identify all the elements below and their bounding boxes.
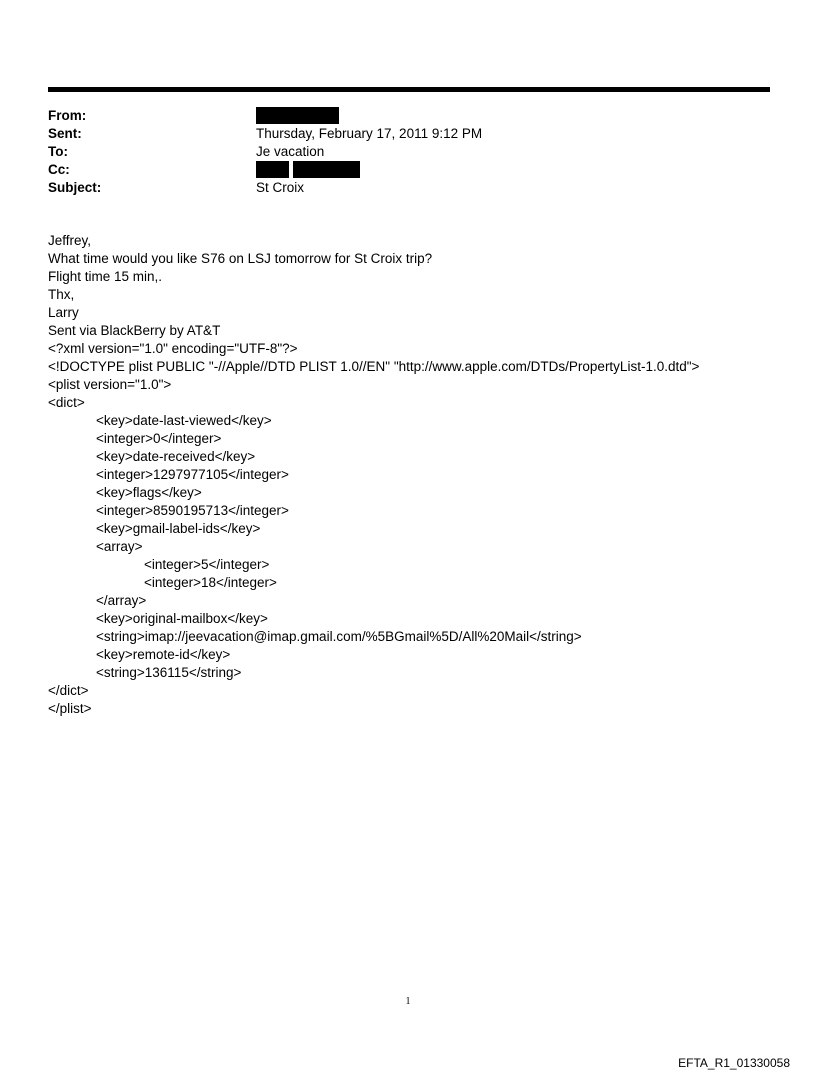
sent-label: Sent:: [48, 126, 82, 141]
plist-line: </dict>: [48, 683, 89, 698]
plist-line: <integer>5</integer>: [144, 557, 270, 572]
plist-line: <key>flags</key>: [96, 485, 202, 500]
cc-label: Cc:: [48, 162, 70, 177]
from-label: From:: [48, 108, 87, 123]
from-value: [256, 107, 339, 125]
body-line: Jeffrey,: [48, 233, 92, 248]
body-line: What time would you like S76 on LSJ tomorrow for St Croix trip?: [48, 251, 433, 266]
plist-line: <string>136115</string>: [96, 665, 242, 680]
plist-line: </plist>: [48, 701, 92, 716]
plist-line: <array>: [96, 539, 143, 554]
page-number: 1: [405, 996, 411, 1007]
plist-line: <key>remote-id</key>: [96, 647, 231, 662]
redaction-box: [293, 161, 360, 178]
plist-line: <dict>: [48, 395, 85, 410]
plist-line: <plist version="1.0">: [48, 377, 172, 392]
body-line: Thx,: [48, 287, 75, 302]
plist-line: <!DOCTYPE plist PUBLIC "-//Apple//DTD PLIST 1.0//EN" "http://www.apple.com/DTDs/PropertyList-1.0.dtd">: [48, 359, 700, 374]
to-row: [48, 143, 748, 161]
cc-row: [48, 161, 748, 179]
email-header: [48, 107, 748, 197]
plist-line: <integer>18</integer>: [144, 575, 277, 590]
plist-block: [48, 340, 788, 718]
body-line: Sent via BlackBerry by AT&T: [48, 323, 221, 338]
to-value: Je vacation: [256, 144, 325, 159]
plist-line: <key>original-mailbox</key>: [96, 611, 268, 626]
plist-line: <key>date-last-viewed</key>: [96, 413, 272, 428]
body-line: Flight time 15 min,.: [48, 269, 163, 284]
plist-line: </array>: [96, 593, 147, 608]
sent-value: Thursday, February 17, 2011 9:12 PM: [256, 126, 483, 141]
to-label: To:: [48, 144, 68, 159]
from-row: [48, 107, 748, 125]
subject-label: Subject:: [48, 180, 102, 195]
document-id: EFTA_R1_01330058: [678, 1056, 790, 1070]
plist-line: <key>gmail-label-ids</key>: [96, 521, 261, 536]
redaction-box: [256, 161, 289, 178]
subject-row: [48, 179, 748, 197]
subject-value: St Croix: [256, 180, 305, 195]
plist-line: <string>imap://jeevacation@imap.gmail.com/%5BGmail%5D/All%20Mail</string>: [96, 629, 582, 644]
plist-line: <integer>0</integer>: [96, 431, 222, 446]
plist-line: <integer>1297977105</integer>: [96, 467, 289, 482]
plist-line: <?xml version="1.0" encoding="UTF-8"?>: [48, 341, 298, 356]
header-divider: [48, 87, 770, 92]
sent-row: [48, 125, 748, 143]
email-body: [48, 232, 788, 718]
plist-line: <key>date-received</key>: [96, 449, 256, 464]
redaction-box: [256, 107, 339, 124]
body-line: Larry: [48, 305, 79, 320]
plist-line: <integer>8590195713</integer>: [96, 503, 289, 518]
cc-value: [256, 161, 360, 179]
